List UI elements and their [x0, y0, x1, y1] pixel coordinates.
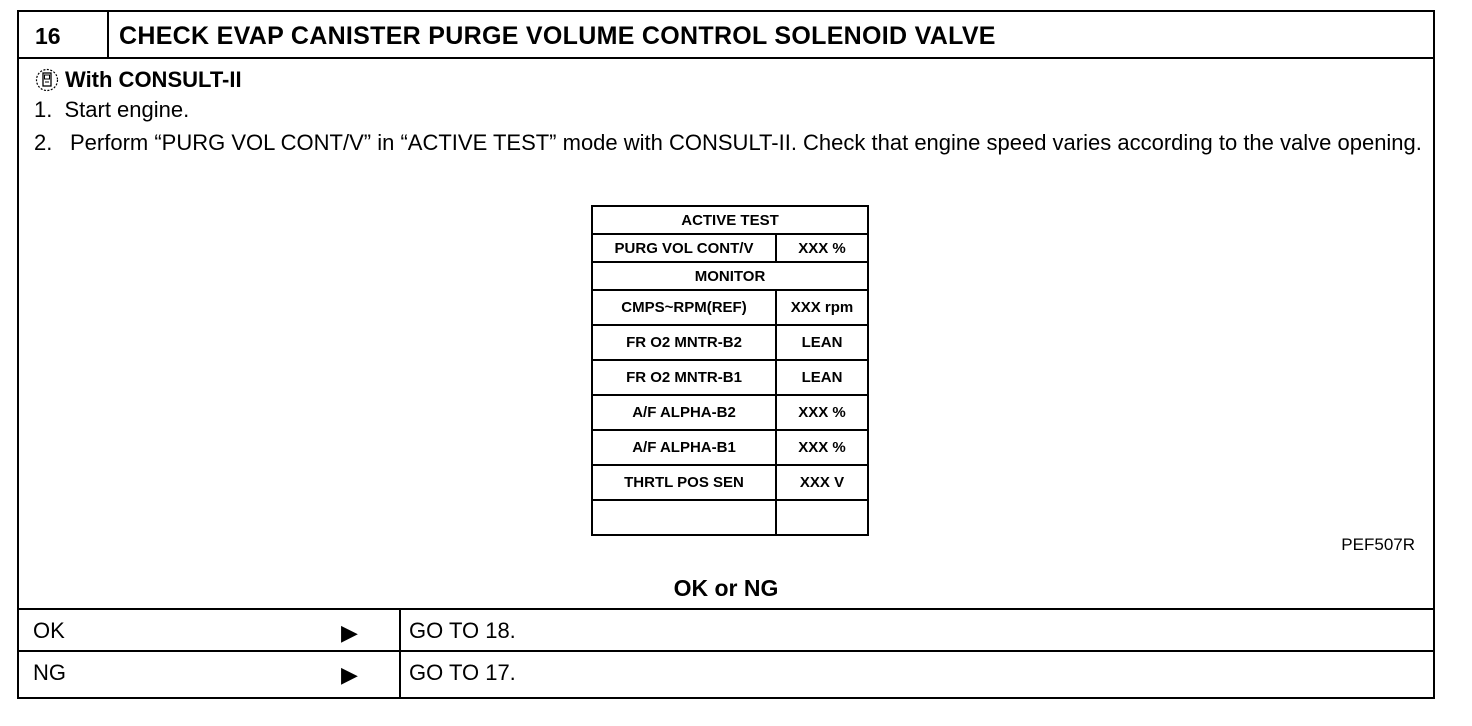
monitor-label: A/F ALPHA-B2 [592, 395, 776, 430]
consult-icon [35, 68, 59, 92]
monitor-header: MONITOR [592, 262, 868, 290]
monitor-label: FR O2 MNTR-B1 [592, 360, 776, 395]
active-test-screen [591, 205, 869, 536]
instruction-text: Start engine. [64, 97, 190, 122]
step-header [19, 12, 1433, 59]
arrow-right-icon: ▶ [341, 620, 358, 645]
instruction-number: 2. [34, 130, 53, 155]
condition-text: With CONSULT-II [65, 67, 242, 92]
test-item-value: XXX % [776, 234, 868, 262]
result-label: NG [33, 660, 66, 685]
monitor-value: XXX % [776, 395, 868, 430]
procedure-step-box [17, 10, 1435, 699]
arrow-right-icon: ▶ [341, 662, 358, 687]
step-number: 16 [19, 12, 109, 57]
monitor-label [592, 500, 776, 535]
test-item-label: PURG VOL CONT/V [592, 234, 776, 262]
condition-label [35, 67, 242, 93]
monitor-value: XXX % [776, 430, 868, 465]
instruction-2 [34, 128, 1424, 157]
active-test-header: ACTIVE TEST [592, 206, 868, 234]
monitor-label: A/F ALPHA-B1 [592, 430, 776, 465]
monitor-value [776, 500, 868, 535]
monitor-value: LEAN [776, 360, 868, 395]
monitor-value: XXX V [776, 465, 868, 500]
result-label: OK [33, 618, 65, 643]
result-row-ok [19, 608, 1433, 650]
monitor-value: LEAN [776, 325, 868, 360]
figure-id: PEF507R [1341, 535, 1415, 554]
instruction-1 [34, 97, 189, 123]
instruction-number: 1. [34, 97, 53, 122]
decision-prompt: OK or NG [673, 575, 779, 601]
instruction-text: Perform “PURG VOL CONT/V” in “ACTIVE TEST” mode with CONSULT-II. Check that engine speed varies according to the valve opening. [70, 130, 1422, 155]
result-row-ng [19, 650, 1433, 699]
monitor-label: FR O2 MNTR-B2 [592, 325, 776, 360]
step-title: CHECK EVAP CANISTER PURGE VOLUME CONTROL SOLENOID VALVE [119, 22, 996, 50]
divider [399, 610, 401, 650]
result-action: GO TO 17. [409, 660, 516, 685]
monitor-value: XXX rpm [776, 290, 868, 325]
result-action: GO TO 18. [409, 618, 516, 643]
monitor-label: CMPS~RPM(REF) [592, 290, 776, 325]
monitor-label: THRTL POS SEN [592, 465, 776, 500]
divider [399, 652, 401, 699]
